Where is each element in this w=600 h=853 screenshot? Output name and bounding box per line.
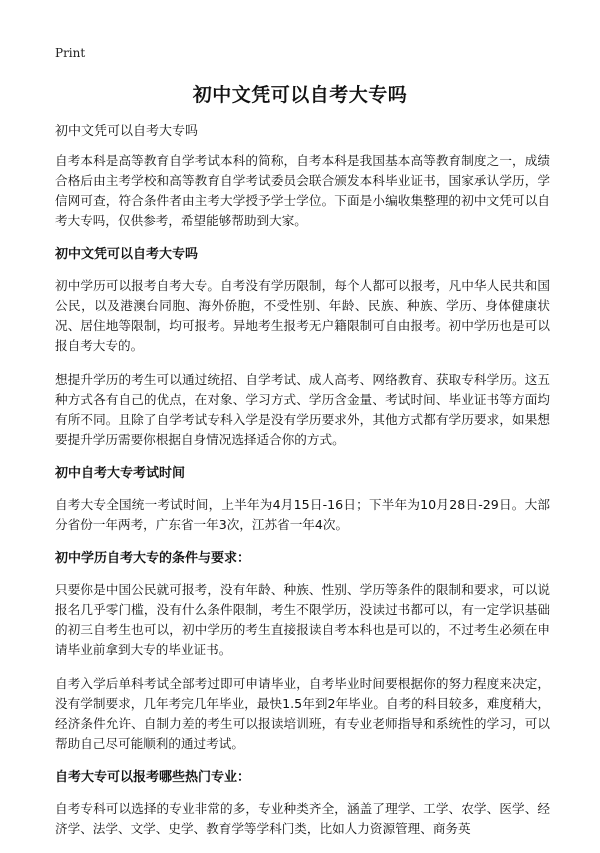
section-heading: 初中自考大专考试时间 — [55, 466, 186, 481]
section-paragraph: 自考专科可以选择的专业非常的多，专业种类齐全，涵盖了理学、工学、农学、医学、经济学、法学、文学、史学、教育学等学科门类，比如人力资源管理、商务英 — [55, 801, 550, 836]
section-heading: 自考大专可以报考哪些热门专业： — [55, 770, 251, 785]
intro-paragraph: 自考本科是高等教育自学考试本科的简称，自考本科是我国基本高等教育制度之一，成绩合格后由主考学校和高等教育自学考试委员会联合颁发本科毕业证书，国家承认学历，学信网可查，符合条件者由主考大学授予学士学位。下面是小编收集整理的初中文凭可以自考大专吗，仅供参考，希望能够帮助到大家。 — [55, 153, 550, 228]
section-paragraph: 自考入学后单科考试全部考过即可申请毕业，自考毕业时间要根据你的努力程度来决定，没有学制要求，几年考完几年毕业，最快1.5年到2年毕业。自考的科目较多，难度稍大，经济条件允许、自制力差的考生可以报读培训班，有专业老师指导和系统性的学习，可以帮助自己尽可能顺利的通过考试。 — [55, 676, 550, 751]
document-title: 初中文凭可以自考大专吗 — [192, 84, 408, 106]
print-link[interactable]: Print — [55, 46, 86, 60]
section-paragraph: 初中学历可以报考自考大专。自考没有学历限制，每个人都可以报考，凡中华人民共和国公民，以及港澳台同胞、海外侨胞，不受性别、年龄、民族、种族、学历、身体健康状况、居住地等限制，均可报考。异地考生报考无户籍限制可自由报考。初中学历也是可以报自考大专的。 — [55, 278, 550, 353]
section-heading: 初中学历自考大专的条件与要求： — [55, 551, 251, 566]
section-paragraph: 只要你是中国公民就可报考，没有年龄、种族、性别、学历等条件的限制和要求，可以说报名几乎零门槛，没有什么条件限制，考生不限学历，没读过书都可以，有一定学识基础的初三自考生也可以，初中学历的考生直接报读自考本科也是可以的，不过考生必须在申请毕业前拿到大专的毕业证书。 — [55, 582, 550, 657]
section-paragraph: 自考大专全国统一考试时间，上半年为4月15日-16日；下半年为10月28日-29日。大部分省份一年两考，广东省一年3次，江苏省一年4次。 — [55, 497, 550, 532]
section-heading: 初中文凭可以自考大专吗 — [55, 247, 199, 262]
section-paragraph: 想提升学历的考生可以通过统招、自学考试、成人高考、网络教育、获取专科学历。这五种方式各有自己的优点，在对象、学习方式、学历含金量、考试时间、毕业证书等方面均有所不同。且除了自学考试专科入学是没有学历要求外，其他方式都有学历要求，如果想要提升学历需要你根据自身情况选择适合你的方式。 — [55, 372, 550, 447]
document-body — [55, 151, 550, 853]
document-subtitle: 初中文凭可以自考大专吗 — [55, 124, 199, 139]
